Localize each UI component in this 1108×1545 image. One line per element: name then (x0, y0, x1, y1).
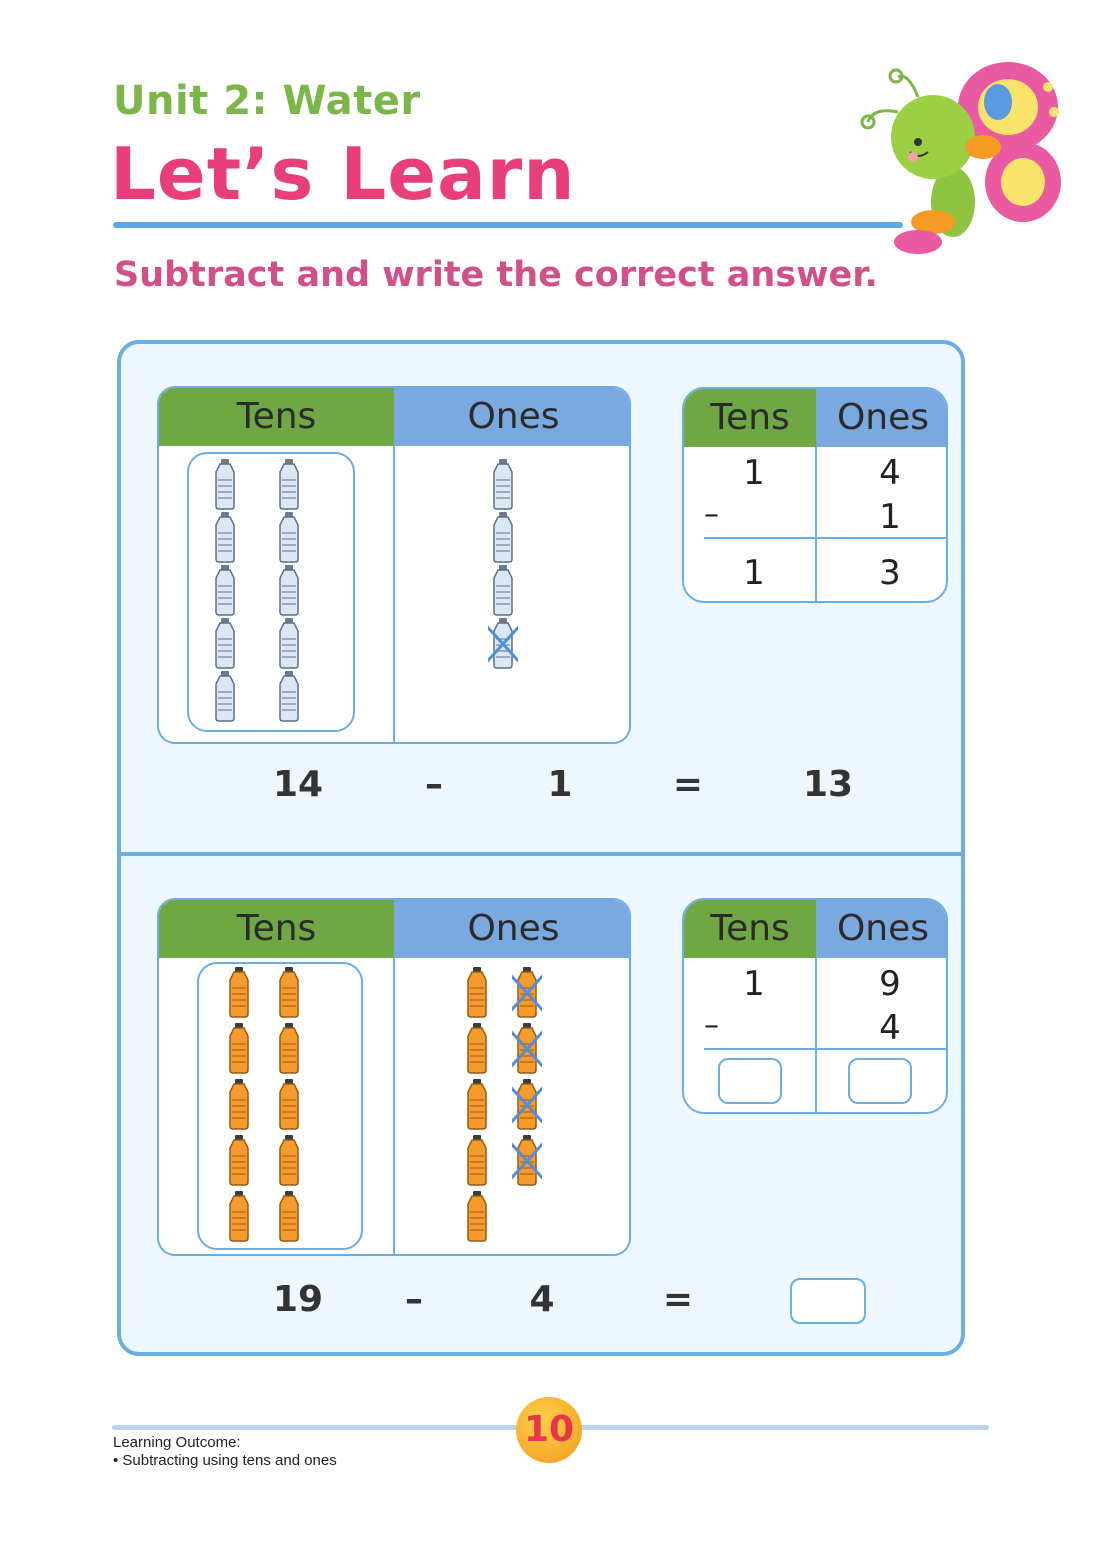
butterfly-mascot-icon (858, 52, 1068, 262)
bottle-icon (210, 511, 240, 563)
answer-tens-digit: 1 (743, 553, 765, 593)
unit-title: Unit 2: Water (113, 78, 421, 124)
top-ones-digit: 9 (879, 964, 901, 1004)
learning-outcome-item: • Subtracting using tens and ones (113, 1452, 337, 1469)
ones-header: Ones (816, 389, 948, 447)
bottle-icon (274, 966, 304, 1018)
equation-operator: – (405, 1279, 423, 1320)
bottle-icon (274, 1190, 304, 1242)
tens-ones-chart (157, 898, 631, 1256)
equation-equals: = (672, 764, 704, 805)
equation-subtrahend: 4 (529, 1279, 555, 1320)
equation-minuend: 14 (272, 764, 324, 805)
tens-header: Tens (684, 389, 816, 447)
minus-sign: – (704, 497, 719, 532)
heading-rule (113, 222, 903, 228)
answer-ones-input[interactable] (848, 1058, 912, 1104)
learning-outcome-label: Learning Outcome: (113, 1434, 241, 1451)
bottle-icon (462, 1134, 492, 1186)
equation-minuend: 19 (272, 1279, 324, 1320)
top-ones-digit: 4 (879, 453, 901, 493)
bottle-icon (224, 1134, 254, 1186)
bottle-icon (274, 1078, 304, 1130)
bottle-icon (274, 458, 304, 510)
sub-ones-digit: 1 (879, 497, 901, 537)
crossed-bottle-icon (512, 966, 542, 1018)
page-heading: Let’s Learn (110, 132, 576, 216)
answer-ones-digit: 3 (879, 553, 901, 593)
bottle-icon (224, 966, 254, 1018)
bottle-icon (210, 617, 240, 669)
crossed-bottle-icon (512, 1134, 542, 1186)
bottle-icon (274, 1022, 304, 1074)
top-tens-digit: 1 (743, 453, 765, 493)
equation-equals: = (662, 1279, 694, 1320)
bottle-icon (210, 670, 240, 722)
ones-header: Ones (394, 388, 631, 446)
place-value-table (682, 898, 948, 1114)
bottle-icon (274, 564, 304, 616)
tens-header: Tens (684, 900, 816, 958)
answer-tens-input[interactable] (718, 1058, 782, 1104)
ones-header: Ones (816, 900, 948, 958)
bottle-icon (210, 564, 240, 616)
page-number: 10 (516, 1397, 582, 1463)
bottle-icon (462, 1190, 492, 1242)
bottle-icon (224, 1022, 254, 1074)
bottle-icon (488, 564, 518, 616)
ones-header: Ones (394, 900, 631, 958)
crossed-bottle-icon (512, 1022, 542, 1074)
crossed-bottle-icon (488, 617, 518, 669)
bottle-icon (274, 617, 304, 669)
minus-sign: – (704, 1008, 719, 1043)
bottle-icon (462, 1022, 492, 1074)
equation-subtrahend: 1 (547, 764, 573, 805)
equation-answer-input[interactable] (790, 1278, 866, 1324)
bottle-icon (210, 458, 240, 510)
instruction-text: Subtract and write the correct answer. (114, 255, 878, 295)
section-divider (117, 852, 965, 856)
bottle-icon (224, 1078, 254, 1130)
sub-ones-digit: 4 (879, 1008, 901, 1048)
bottle-icon (488, 458, 518, 510)
bottle-icon (462, 1078, 492, 1130)
equation-operator: – (425, 764, 443, 805)
tens-ones-chart (157, 386, 631, 744)
place-value-table (682, 387, 948, 603)
crossed-bottle-icon (512, 1078, 542, 1130)
bottle-icon (462, 966, 492, 1018)
bottle-icon (488, 511, 518, 563)
bottle-icon (274, 670, 304, 722)
top-tens-digit: 1 (743, 964, 765, 1004)
equation-result: 13 (802, 764, 854, 805)
bottle-icon (274, 1134, 304, 1186)
bottle-icon (224, 1190, 254, 1242)
tens-header: Tens (159, 900, 394, 958)
bottle-icon (274, 511, 304, 563)
tens-header: Tens (159, 388, 394, 446)
